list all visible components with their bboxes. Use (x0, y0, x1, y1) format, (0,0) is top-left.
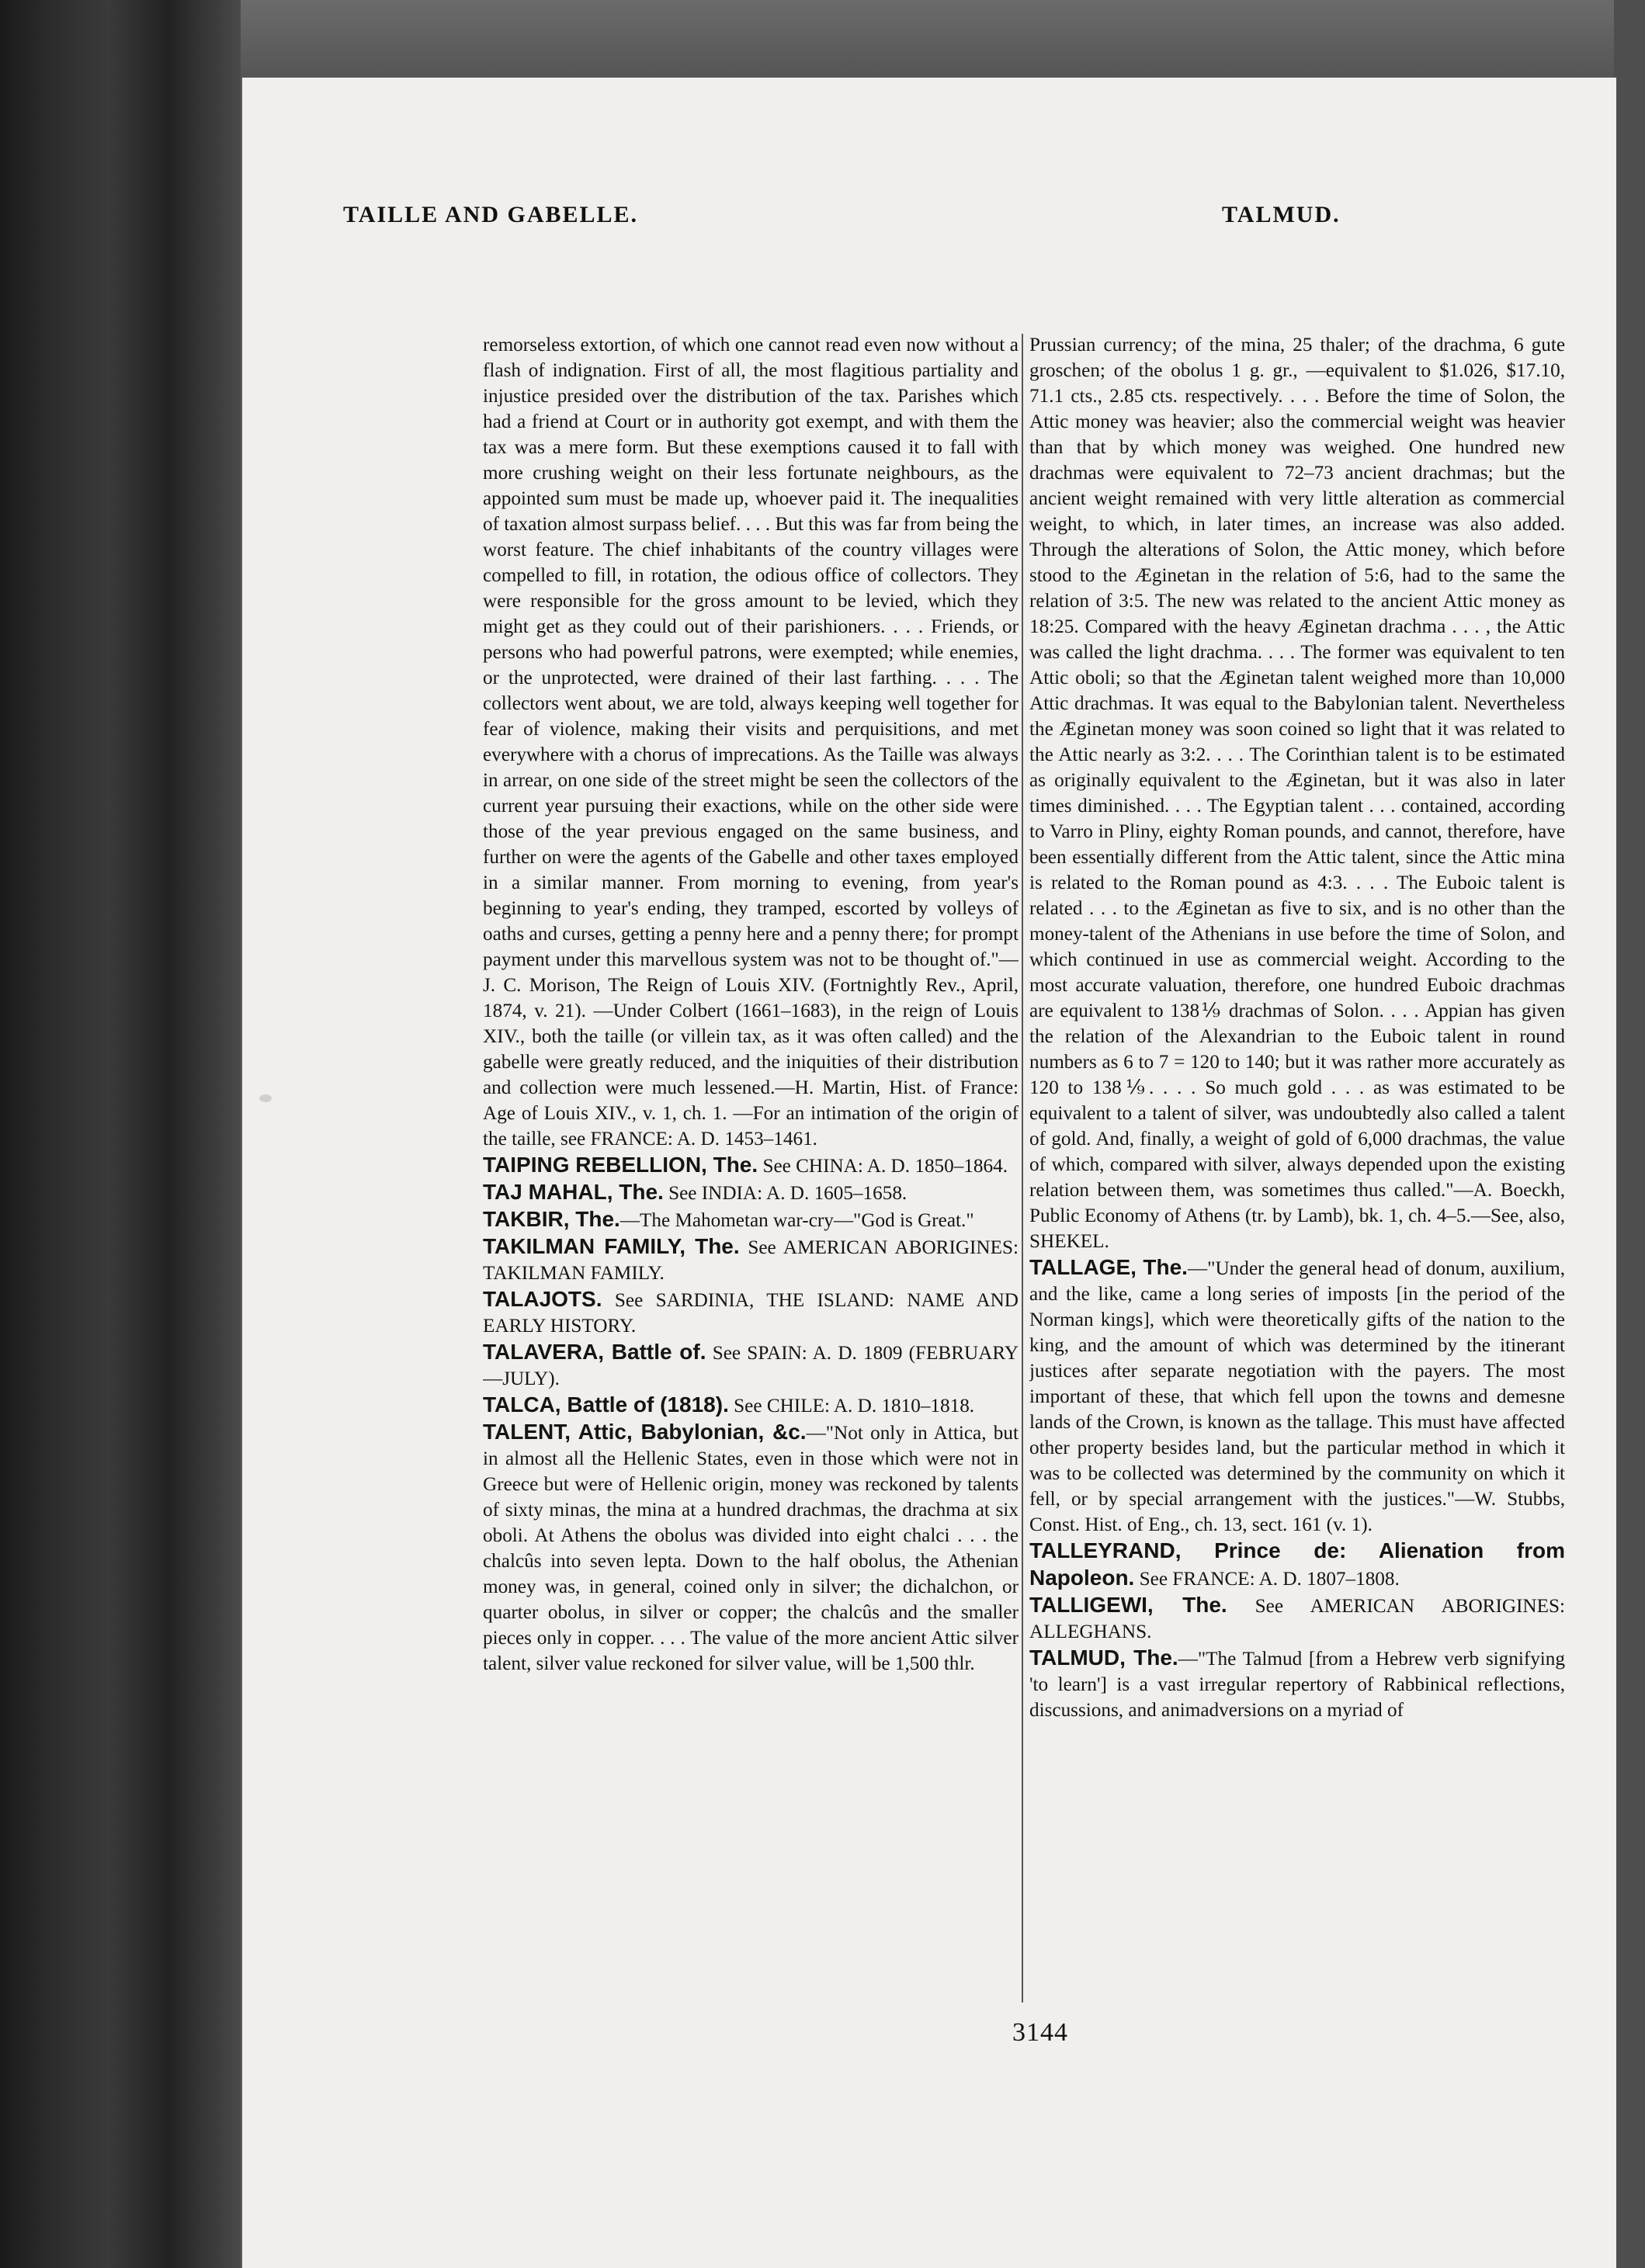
entry-body: See CHILE: A. D. 1810–1818. (734, 1396, 975, 1417)
entry-talavera (483, 1339, 1019, 1392)
running-header-left: TAILLE AND GABELLE. (343, 202, 639, 227)
entry-body: See AMERICAN ABORIGINES: ALLEGHANS. (1029, 1596, 1565, 1642)
talent-continuation-text: Prussian currency; of the mina, 25 thaler; of the drachma, 6 gute groschen; of the obolus 1 g. gr., —equivalent to $1.026, $17.10, 71.1 cts., 2.85 cts. respectively. . . . Before the time of Solon, the Attic money was heavier; also the commercial weight was heavier than that by which money was weighed. One hundred new drachmas were equivalent to 72–73 ancient drachmas; but the ancient weight remained with very little alteration as commercial weight, to which, in later times, an increase was also added. Through the alterations of Solon, the Attic money, which before stood to the Æginetan in the relation of 5:6, had to the same the relation of 3:5. The new was related to the ancient Attic money as 18:25. Compared with the heavy Æginetan drachma . . . , the Attic was called the light drachma. . . . The former was equivalent to ten Attic oboli; so that the Æginetan talent weighed more than 10,000 Attic drachmas. It was equal to the Babylonian talent. Nevertheless the Æginetan money was soon coined so light that it was related to the Attic nearly as 3:2. . . . The Corinthian talent is to be estimated as originally equivalent to the Æginetan, but it was also in later times diminished. . . . The Egyptian talent . . . contained, according to Varro in Pliny, eighty Roman pounds, and cannot, therefore, have been essentially different from the Attic talent, since the Attic mina is related to the Roman pound as 4:3. . . . The Euboic talent is related . . . to the Æginetan as five to six, and is no other than the money-talent of the Athenians in use before the time of Solon, and which continued in use as commercial weight. According to the most accurate valuation, therefore, one hundred Euboic drachmas are equivalent to 138⅑ drachmas of Solon. . . . Appian has given the relation of the Alexandrian to the Euboic talent in round numbers as 6 to 7 = 120 to 140; but it was rather more accurately as 120 to 138⅑. . . . So much gold . . . as was estimated to be equivalent to a talent of silver, was undoubtedly also called a talent of gold. And, finally, a weight of gold of 6,000 drachmas, the value of which, compared with silver, always depended upon the existing relation between them, was sometimes thus called."—A. Boeckh, Public Economy of Athens (tr. by Lamb), bk. 1, ch. 4–5.—See, also, SHEKEL. (1029, 335, 1565, 1252)
entry-heading: TAIPING REBELLION, The. (483, 1153, 758, 1177)
entry-heading: TAJ MAHAL, The. (483, 1180, 664, 1204)
binding-hole (259, 1094, 272, 1102)
taille-continuation-text: remorseless extortion, of which one cannot read even now without a flash of indignation. First of all, the most flagitious partiality and injustice presided over the distribution of the tax. Parishes which had a friend at Court or in authority got exempt, and with them the tax was a mere form. But these exemptions caused it to fall with more crushing weight on their less fortunate neighbours, as the appointed sum must be made up, whoever paid it. The inequalities of taxation almost surpass belief. . . . But this was far from being the worst feature. The chief inhabitants of the country villages were compelled to fill, in rotation, the odious office of collectors. They were responsible for the gross amount to be levied, which they might get as they could out of their parishioners. . . . Friends, or persons who had powerful patrons, were exempted; while enemies, or the unprotected, were drained of their last farthing. . . . The collectors went about, we are told, always keeping well together for fear of violence, making their visits and perquisitions, and met everywhere with a chorus of imprecations. As the Taille was always in arrear, on one side of the street might be seen the collectors of the current year pursuing their exactions, while on the other side were those of the year previous engaged on the same business, and further on were the agents of the Gabelle and other taxes employed in a similar manner. From morning to evening, from year's beginning to year's ending, they tramped, escorted by volleys of oaths and curses, getting a penny here and a penny there; for prompt payment under this marvellous system was not to be thought of."—J. C. Morison, The Reign of Louis XIV. (Fortnightly Rev., April, 1874, v. 21). —Under Colbert (1661–1683), in the reign of Louis XIV., both the taille (or villein tax, as it was often called) and the gabelle were greatly reduced, and the iniquities of their distribution and collection were much lessened.—H. Martin, Hist. of France: Age of Louis XIV., v. 1, ch. 1. —For an intimation of the origin of the taille, see FRANCE: A. D. 1453–1461. (483, 335, 1019, 1150)
entry-body: See INDIA: A. D. 1605–1658. (668, 1183, 908, 1204)
entry-tallage (1029, 1254, 1565, 1538)
entry-body: —"Not only in Attica, but in almost all the Hellenic States, even in those which were not in Greece but were of Hellenic origin, money was reckoned by talents of sixty minas, the mina at a hundred drachmas, the drachma at six oboli. At Athens the obolus was divided into eight chalci . . . the chalcûs into seven lepta. Down to the half obolus, the Athenian money was, in general, coined only in silver; the dichalchon, or quarter obolus, in silver or copper; the chalcûs and the smaller pieces only in copper. . . . The value of the more ancient Attic silver talent, silver value reckoned for silver value, will be 1,500 thlr. (483, 1423, 1019, 1674)
entry-talleyrand (1029, 1538, 1565, 1592)
entry-heading: TALENT, Attic, Babylonian, &c. (483, 1420, 807, 1444)
entry-heading: TALLIGEWI, The. (1029, 1593, 1227, 1617)
scan-background-left (0, 0, 241, 2268)
entry-takbir (483, 1206, 1019, 1233)
entry-talmud (1029, 1645, 1565, 1723)
entry-body: —The Mahometan war-cry—"God is Great." (619, 1210, 974, 1231)
entry-heading: TALLEYRAND, Prince de: Alienation from Napoleon. (1029, 1538, 1565, 1590)
entry-heading: TALAJOTS. (483, 1287, 602, 1311)
entry-taj-mahal (483, 1179, 1019, 1206)
running-header-right: TALMUD. (1222, 202, 1341, 227)
entry-body: See SARDINIA, THE ISLAND: NAME AND EARLY HISTORY. (483, 1290, 1019, 1337)
entry-talligewi (1029, 1592, 1565, 1645)
entry-talent (483, 1419, 1019, 1677)
scan-background-top (0, 0, 1645, 78)
entry-body: See SPAIN: A. D. 1809 (FEBRUARY—JULY). (483, 1343, 1019, 1389)
scan-background-right (1614, 0, 1645, 2268)
entry-taiping-rebellion (483, 1152, 1019, 1179)
left-column (483, 332, 1019, 1993)
entry-talajots (483, 1286, 1019, 1339)
entry-heading: TAKBIR, The. (483, 1207, 620, 1231)
entry-body: —"Under the general head of donum, auxilium, and the like, came a long series of imposts [in the period of the Norman kings], which were theoretically gifts of the nation to the king, and the amount of which was determined by the itinerant justices after separate negotiation with the payers. The most important of these, that which fell upon the towns and demesne lands of the Crown, is known as the tallage. This must have affected other property besides land, but the particular method in which it was to be collected was determined by the community on which it fell, or by special arrangement with the justices."—W. Stubbs, Const. Hist. of Eng., ch. 13, sect. 161 (v. 1). (1029, 1258, 1565, 1535)
right-column (1029, 332, 1565, 1993)
column-divider (1022, 334, 1023, 2003)
entry-body: See FRANCE: A. D. 1807–1808. (1139, 1569, 1400, 1590)
entry-heading: TAKILMAN FAMILY, The. (483, 1234, 740, 1258)
page-number: 3144 (1012, 2018, 1068, 2047)
entry-takilman-family (483, 1233, 1019, 1286)
entry-body: —"The Talmud [from a Hebrew verb signifying 'to learn'] is a vast irregular repertory of Rabbinical reflections, discussions, and animadversions on a myriad of (1029, 1649, 1565, 1721)
entry-body: See AMERICAN ABORIGINES: TAKILMAN FAMILY. (483, 1237, 1019, 1284)
entry-body: See CHINA: A. D. 1850–1864. (762, 1156, 1008, 1177)
entry-heading: TALAVERA, Battle of. (483, 1340, 706, 1364)
entry-heading: TALMUD, The. (1029, 1646, 1178, 1670)
entry-heading: TALCA, Battle of (1818). (483, 1392, 729, 1417)
entry-heading: TALLAGE, The. (1029, 1255, 1188, 1279)
entry-talca (483, 1392, 1019, 1419)
